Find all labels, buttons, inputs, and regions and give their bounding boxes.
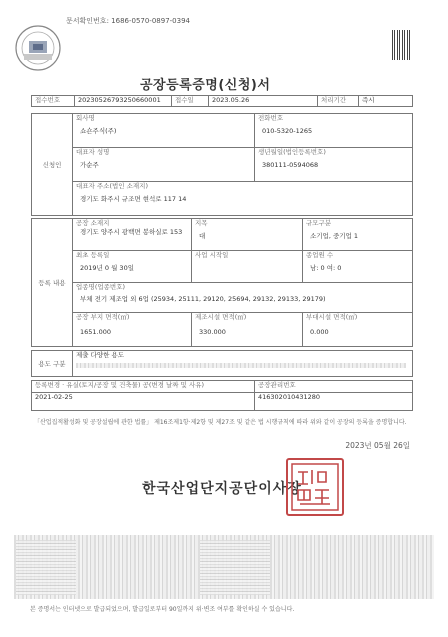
barcode	[392, 30, 412, 60]
land-category: 대	[199, 232, 206, 241]
company-label: 회사명	[76, 114, 95, 122]
footer-note: 본 증명서는 인터넷으로 발급되었으며, 발급일로부터 90일까지 위·변조 여부를 확인하실 수 있습니다.	[30, 606, 295, 613]
registration-date: 2019년 0 월 30일	[80, 264, 134, 273]
land-category-label: 지목	[195, 219, 208, 227]
receipt-date-label: 접수일	[172, 96, 209, 107]
purpose-text: 제출 다양한 용도	[76, 351, 125, 359]
applicant-section-label: 신청인	[32, 114, 73, 216]
registration-table	[31, 218, 413, 347]
receipt-number-label: 접수번호	[32, 96, 75, 107]
factory-number-label: 공장관리번호	[255, 381, 413, 393]
document-issue-number: 문서확인번호: 1686-0570-0897-0394	[66, 17, 190, 25]
auxiliary-area-label: 부대시설 면적(㎡)	[306, 313, 358, 321]
purpose-table	[31, 350, 413, 377]
change-history-label: 등록변경 · 유실(토지/공장 및 건축물) 공(변경 날짜 및 사유)	[32, 381, 255, 393]
registration-number: 380111-0594068	[262, 161, 319, 170]
agency-logo	[14, 24, 62, 72]
employees-label: 종업원 수	[306, 251, 334, 259]
verification-qr-block	[16, 540, 76, 595]
address-label: 대표자 주소(법인 소재지)	[76, 182, 148, 190]
purpose-label: 용도 구분	[32, 351, 73, 377]
applicant-table	[31, 113, 413, 216]
scale-value: 소기업, 중기업 1	[310, 232, 359, 241]
registration-number-label: 생년월일(법인등록번호)	[258, 148, 326, 156]
status-table	[31, 380, 413, 411]
factory-number-value: 416302010431280	[255, 393, 413, 411]
registration-date-label: 최초 등록일	[76, 251, 110, 259]
issuer-name: 한국산업단지공단이사장	[142, 481, 302, 497]
phone-label: 전화번호	[258, 114, 284, 122]
purpose-blurred-text	[76, 363, 406, 368]
receipt-number: 20230526793250660001	[75, 96, 172, 107]
auxiliary-area: 0.000	[310, 328, 329, 337]
factory-location-label: 공장 소재지	[76, 219, 110, 227]
registration-section-label: 등록 내용	[32, 219, 73, 347]
verification-code-block	[200, 540, 270, 595]
site-area-label: 공장 부지 면적(㎡)	[76, 313, 130, 321]
manufacturing-area: 330.000	[199, 328, 226, 337]
company-name: 쇼숀주식(주)	[80, 127, 117, 136]
change-history-value: 2021-02-25	[32, 393, 255, 411]
representative-label: 대표자 성명	[76, 148, 110, 156]
processing-value: 즉시	[359, 96, 413, 107]
phone-value: 010-5320-1265	[262, 127, 313, 136]
business-start-label: 사업 시작일	[195, 251, 229, 259]
receipt-date: 2023.05.26	[209, 96, 318, 107]
industry-label: 업종명(업종번호)	[76, 283, 126, 291]
industry-value: 부체 전기 제조업 외 6업 (25934, 25111, 29120, 25694, 29132, 29133, 29179)	[80, 295, 326, 304]
factory-location: 경기도 양주시 광백면 봉하실로 153	[80, 228, 183, 237]
representative-name: 가순주	[80, 161, 99, 170]
certification-date: 2023년 05월 26일	[345, 441, 410, 450]
site-area: 1651.000	[80, 328, 112, 337]
manufacturing-area-label: 제조시설 면적(㎡)	[195, 313, 247, 321]
summary-table	[31, 95, 413, 107]
certification-text: 「산업집적활성화 및 공장설립에 관한 법률」 제16조제1항·제2항 및 제27조 및 같은 법 시행규칙에 따라 위와 같이 공장의 등록을 증명합니다.	[34, 419, 407, 426]
document-title: 공장등록증명(신청)서	[140, 78, 271, 93]
processing-label: 처리기간	[318, 96, 359, 107]
address-value: 경기도 화주시 규조면 현석로 117 14	[80, 195, 187, 204]
employees-value: 남: 0 여: 0	[310, 264, 342, 273]
scale-label: 규모구분	[306, 219, 332, 227]
official-seal	[286, 458, 344, 516]
